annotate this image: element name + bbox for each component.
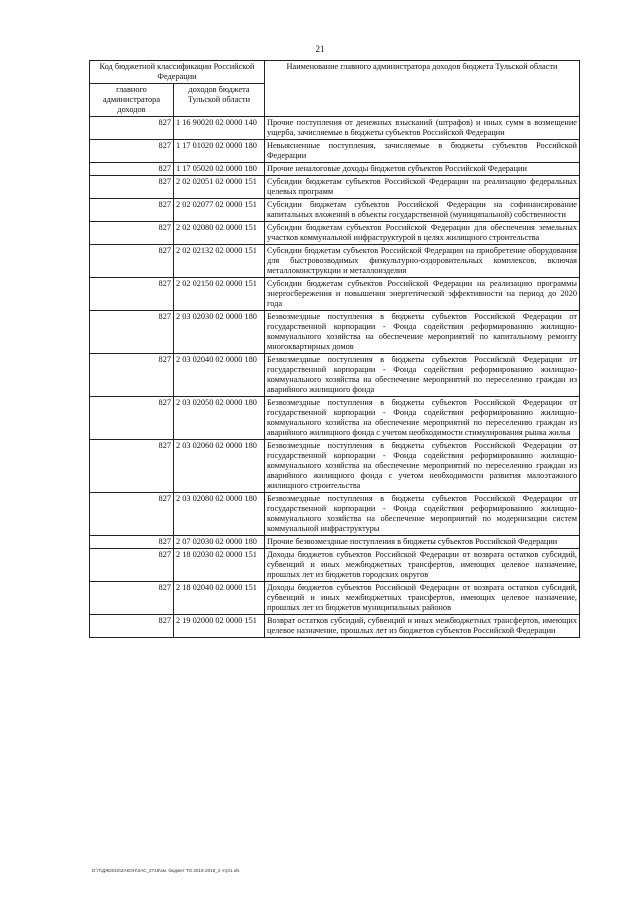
admin-code-cell: 827 (90, 117, 174, 140)
income-code-cell: 2 02 02132 02 0000 151 (174, 245, 265, 278)
header-name: Наименование главного администратора доходов бюджета Тульской области (265, 61, 580, 117)
table-row (90, 493, 580, 536)
income-name-cell: Безвозмездные поступления в бюджеты субъектов Российской Федерации от государственной корпорации - Фонда содействия реформированию жилищно-коммунального хозяйства на обеспечение мероприятий по модернизации систем коммунальной инфраструктуры (265, 493, 580, 536)
income-name-cell: Прочие неналоговые доходы бюджетов субъектов Российской Федерации (265, 163, 580, 176)
header-admin: главного администратора доходов (90, 84, 174, 117)
income-code-cell: 2 03 02030 02 0000 180 (174, 311, 265, 354)
admin-code-cell: 827 (90, 163, 174, 176)
income-code-cell: 1 17 01020 02 0000 180 (174, 140, 265, 163)
income-name-cell: Безвозмездные поступления в бюджеты субъектов Российской Федерации от государственной корпорации - Фонда содействия реформированию жилищно-коммунального хозяйства на обеспечение мероприятий по переселению граждан из аварийного жилищного фонда с учетом необходимости стимулирования рынка жилья (265, 397, 580, 440)
income-code-cell: 2 19 02000 02 0000 151 (174, 615, 265, 638)
table-row (90, 140, 580, 163)
income-name-cell: Доходы бюджетов субъектов Российской Федерации от возврата остатков субсидий, субвенций и иных межбюджетных трансфертов, имеющих целевое назначение, прошлых лет из бюджетов городских округов (265, 549, 580, 582)
income-name-cell: Невыясненные поступления, зачисляемые в бюджеты субъектов Российской Федерации (265, 140, 580, 163)
page-number: 21 (315, 44, 325, 54)
admin-code-cell: 827 (90, 549, 174, 582)
table-row (90, 163, 580, 176)
income-code-cell: 2 02 02150 02 0000 151 (174, 278, 265, 311)
table-row (90, 549, 580, 582)
income-name-cell: Субсидии бюджетам субъектов Российской Федерации на софинансирование капитальных вложений в объекты государственной (муниципальной) собственности (265, 199, 580, 222)
income-code-cell: 2 03 02050 02 0000 180 (174, 397, 265, 440)
income-code-cell: 2 03 02040 02 0000 180 (174, 354, 265, 397)
income-code-cell: 2 18 02030 02 0000 151 (174, 549, 265, 582)
header-code-group: Код бюджетной классификации Российской Федерации (90, 61, 265, 84)
table-row (90, 536, 580, 549)
admin-code-cell: 827 (90, 311, 174, 354)
income-code-cell: 2 18 02040 02 0000 151 (174, 582, 265, 615)
income-code-cell: 2 03 02060 02 0000 180 (174, 440, 265, 493)
income-name-cell: Субсидии бюджетам субъектов Российской Федерации на реализацию программы энергосбережения и повышения энергетической эффективности на период до 2020 года (265, 278, 580, 311)
income-name-cell: Субсидии бюджетам субъектов Российской Федерации на реализацию федеральных целевых программ (265, 176, 580, 199)
income-code-cell: 2 02 02080 02 0000 151 (174, 222, 265, 245)
income-code-cell: 2 02 02051 02 0000 151 (174, 176, 265, 199)
admin-code-cell: 827 (90, 615, 174, 638)
admin-code-cell: 827 (90, 278, 174, 311)
admin-code-cell: 827 (90, 176, 174, 199)
table-row (90, 440, 580, 493)
income-code-cell: 2 07 02030 02 0000 180 (174, 536, 265, 549)
table-row (90, 245, 580, 278)
income-name-cell: Доходы бюджетов субъектов Российской Федерации от возврата остатков субсидий, субвенций и иных межбюджетных трансфертов, имеющих целевое назначение, прошлых лет из бюджетов муниципальных районов (265, 582, 580, 615)
income-administrators-table (89, 60, 580, 638)
table-row (90, 354, 580, 397)
table-row (90, 278, 580, 311)
income-code-cell: 1 17 05020 02 0000 180 (174, 163, 265, 176)
admin-code-cell: 827 (90, 493, 174, 536)
table-row (90, 176, 580, 199)
table-row (90, 582, 580, 615)
income-name-cell: Возврат остатков субсидий, субвенций и иных межбюджетных трансфертов, имеющих целевое назначение, прошлых лет из бюджетов субъектов Российской Федерации (265, 615, 580, 638)
admin-code-cell: 827 (90, 440, 174, 493)
table-row (90, 199, 580, 222)
admin-code-cell: 827 (90, 536, 174, 549)
table-row (90, 615, 580, 638)
income-code-cell: 2 02 02077 02 0000 151 (174, 199, 265, 222)
income-name-cell: Прочие поступления от денежных взысканий (штрафов) и иных сумм в возмещение ущерба, зачисляемые в бюджеты субъектов Российской Федерации (265, 117, 580, 140)
income-name-cell: Безвозмездные поступления в бюджеты субъектов Российской Федерации от государственной корпорации - Фонда содействия реформированию жилищно-коммунального хозяйства на обеспечение мероприятий по капитальному ремонту многоквартирных домов (265, 311, 580, 354)
header-row (90, 61, 580, 84)
admin-code-cell: 827 (90, 199, 174, 222)
admin-code-cell: 827 (90, 397, 174, 440)
income-name-cell: Субсидии бюджетам субъектов Российской Федерации для обеспечения земельных участков коммунальной инфраструктурой в целях жилищного строительства (265, 222, 580, 245)
admin-code-cell: 827 (90, 354, 174, 397)
income-name-cell: Безвозмездные поступления в бюджеты субъектов Российской Федерации от государственной корпорации - Фонда содействия реформированию жилищно-коммунального хозяйства на обеспечение мероприятий по переселению граждан из аварийного жилищного фонда (265, 354, 580, 397)
admin-code-cell: 827 (90, 222, 174, 245)
income-name-cell: Безвозмездные поступления в бюджеты субъектов Российской Федерации от государственной корпорации - Фонда содействия реформированию жилищно-коммунального хозяйства на обеспечение мероприятий по переселению граждан из аварийного жилищного фонда с учетом необходимости развития малоэтажного жилищного строительства (265, 440, 580, 493)
admin-code-cell: 827 (90, 245, 174, 278)
income-name-cell: Прочие безвозмездные поступления в бюджеты субъектов Российской Федерации (265, 536, 580, 549)
income-code-cell: 2 03 02080 02 0000 180 (174, 493, 265, 536)
income-name-cell: Субсидии бюджетам субъектов Российской Федерации на приобретение оборудования для быстровозводимых физкультурно-оздоровительных комплексов, включая металлоконструкции и металлоизделия (265, 245, 580, 278)
table-row (90, 397, 580, 440)
table-row (90, 222, 580, 245)
header-income: доходов бюджета Тульской области (174, 84, 265, 117)
file-path-footer: D:\Т\ДЖ2016\ЗАКОН\ЗАС_2716\зм. бюджет ТО 2016-2018_2 чтр\1.xls (92, 868, 240, 873)
admin-code-cell: 827 (90, 140, 174, 163)
income-code-cell: 1 16 90020 02 0000 140 (174, 117, 265, 140)
table-row (90, 311, 580, 354)
admin-code-cell: 827 (90, 582, 174, 615)
table-row (90, 117, 580, 140)
